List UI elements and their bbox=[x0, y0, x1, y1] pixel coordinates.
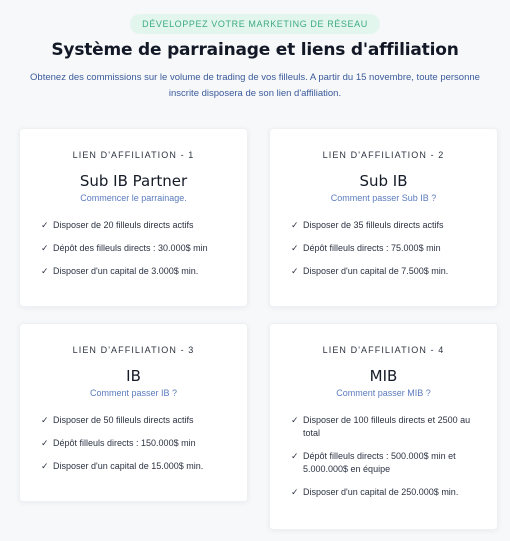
card-link[interactable]: Comment passer IB ? bbox=[89, 388, 178, 398]
requirements-list bbox=[20, 219, 247, 278]
list-item-text: Disposer de 50 filleuls directs actifs bbox=[53, 415, 194, 425]
check-icon: ✓ bbox=[291, 243, 299, 253]
list-item-text: Disposer de 20 filleuls directs actifs bbox=[53, 220, 194, 230]
list-item-text: Disposer de 35 filleuls directs actifs bbox=[303, 220, 444, 230]
affiliation-card-4 bbox=[269, 323, 498, 530]
check-icon: ✓ bbox=[291, 451, 299, 461]
list-item-text: Dépôt filleuls directs : 150.000$ min bbox=[53, 438, 196, 448]
card-link[interactable]: Commencer le parrainage. bbox=[80, 193, 187, 203]
affiliation-card-2 bbox=[269, 128, 498, 307]
card-link[interactable]: Comment passer MIB ? bbox=[336, 388, 431, 398]
card-title: MIB bbox=[369, 367, 398, 385]
check-icon: ✓ bbox=[291, 266, 299, 276]
requirements-list bbox=[270, 414, 497, 499]
check-icon: ✓ bbox=[41, 266, 49, 276]
card-title: Sub IB Partner bbox=[79, 172, 188, 190]
check-icon: ✓ bbox=[291, 220, 299, 230]
badge-wrapper bbox=[0, 14, 510, 34]
list-item-text: Disposer d'un capital de 250.000$ min. bbox=[303, 487, 459, 497]
check-icon: ✓ bbox=[41, 461, 49, 471]
list-item bbox=[41, 437, 229, 450]
list-item bbox=[291, 486, 479, 499]
card-title: IB bbox=[126, 367, 141, 385]
requirements-list bbox=[270, 219, 497, 278]
list-item bbox=[41, 219, 229, 232]
list-item-text: Dépôt des filleuls directs : 30.000$ min bbox=[53, 243, 208, 253]
check-icon: ✓ bbox=[41, 220, 49, 230]
check-icon: ✓ bbox=[291, 415, 299, 425]
list-item-text: Disposer d'un capital de 3.000$ min. bbox=[53, 266, 199, 276]
affiliation-card-1 bbox=[19, 128, 248, 307]
card-kicker: LIEN D'AFFILIATION - 3 bbox=[72, 345, 195, 355]
list-item bbox=[41, 460, 229, 473]
affiliation-card-3 bbox=[19, 323, 248, 502]
check-icon: ✓ bbox=[41, 415, 49, 425]
list-item bbox=[291, 414, 479, 440]
section-badge: DÉVELOPPEZ VOTRE MARKETING DE RÉSEAU bbox=[130, 14, 380, 34]
list-item bbox=[291, 265, 479, 278]
list-item bbox=[41, 242, 229, 255]
card-kicker: LIEN D'AFFILIATION - 4 bbox=[322, 345, 445, 355]
card-title: Sub IB bbox=[359, 172, 408, 190]
check-icon: ✓ bbox=[41, 243, 49, 253]
card-kicker: LIEN D'AFFILIATION - 2 bbox=[322, 150, 445, 160]
check-icon: ✓ bbox=[291, 487, 299, 497]
page-title: Système de parrainage et liens d'affiliation bbox=[51, 40, 459, 60]
list-item bbox=[41, 265, 229, 278]
list-item-text: Dépôt filleuls directs : 75.000$ min bbox=[303, 243, 441, 253]
check-icon: ✓ bbox=[41, 438, 49, 448]
list-item bbox=[41, 414, 229, 427]
card-kicker: LIEN D'AFFILIATION - 1 bbox=[72, 150, 195, 160]
list-item-text: Disposer de 100 filleuls directs et 2500 au total bbox=[303, 415, 471, 438]
requirements-list bbox=[20, 414, 247, 473]
list-item bbox=[291, 242, 479, 255]
list-item-text: Disposer d'un capital de 15.000$ min. bbox=[53, 461, 204, 471]
list-item-text: Dépôt filleuls directs : 500.000$ min et 5.000.000$ en équipe bbox=[303, 451, 456, 474]
list-item-text: Disposer d'un capital de 7.500$ min. bbox=[303, 266, 449, 276]
list-item bbox=[291, 450, 479, 476]
page-subtitle: Obtenez des commissions sur le volume de trading de vos filleuls. A partir du 15 novembre, toute personne inscrite disposera de son lien d'affiliation. bbox=[30, 72, 480, 99]
card-link[interactable]: Comment passer Sub IB ? bbox=[330, 193, 437, 203]
list-item bbox=[291, 219, 479, 232]
